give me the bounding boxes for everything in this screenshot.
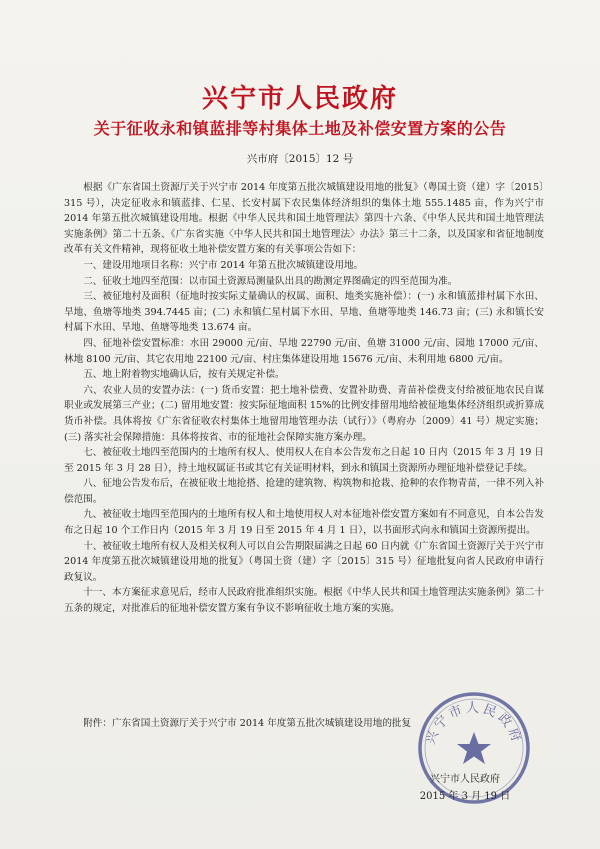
intro-paragraph: 根据《广东省国土资源厅关于兴宁市 2014 年度第五批次城镇建设用地的批复》（粤国土资（建）字〔2015〕315 号），决定征收永和镇蓝排、仁星、长安村属下农民集体经济组织的集体土地 555.1485 亩，作为兴宁市 2014 年第五批次城镇建设用地。根据《中华人民共和国土地管理法》第四十六条、《中华人民共和国土地管理法实施条例》第二十五条、《广东省实施〈中华人民共和国土地管理法〉办法》第三十二条，以及国家和省征地制度改革有关文件精神，现将征收土地补偿安置方案的有关事项公告如下： — [64, 182, 544, 256]
announcement-title: 关于征收永和镇蓝排等村集体土地及补偿安置方案的公告 — [93, 119, 507, 138]
item-1-project-name: 一、建设用地项目名称：兴宁市 2014 年第五批次城镇建设用地。 — [83, 259, 364, 271]
item-8-exclusions: 八、征地公告发布后，在被征收土地抢搭、抢建的建筑物、构筑物和抢栽、抢种的农作物青苗，一律不列入补偿范围。 — [64, 478, 544, 505]
item-11-implementation: 十一、本方案征求意见后，经市人民政府批准组织实施。根据《中华人民共和国土地管理法实施条例》第二十五条的规定，对批准后的征地补偿安置方案有争议不影响征收土地方案的实施。 — [64, 587, 544, 615]
document-number: 兴市府〔2015〕12 号 — [246, 153, 354, 165]
announcement-body — [64, 180, 544, 617]
item-9-objections: 九、被征收土地四至范围内的土地所有权人和土地使用权人对本征地补偿安置方案如有不同意见，自本公告发布之日起 10 个工作日内（2015 年 3 月 19 日至 2015 年 4 月 1 日），以书面形式向永和镇国土资源所提出。 — [64, 509, 544, 537]
item-6-resettlement: 六、农业人员的安置办法：(一) 货币安置：把土地补偿费、安置补助费、青苗补偿费支付给被征地农民自谋职业或发展第三产业；(二) 留用地安置：按实际征地面积 15%的比例安排留用地给被征地集体经济组织或折算成货币补偿。具体将按《广东省征收农村集体土地留用地管理办法（试行）》（粤府办〔2009〕41 号）规定实施；(三) 落实社会保障措施：具体将按省、市的征地社会保障实施方案办理。 — [64, 384, 544, 443]
svg-text:兴宁市人民政府: 兴宁市人民政府 — [423, 701, 525, 747]
item-3-villages-area: 三、被征地村及面积（征地时按实际丈量确认的权属、面积、地类实施补偿）：(一) 永和镇蓝排村属下水田、旱地、鱼塘等地类 394.7445 亩；(二) 永和镇仁星村属下水田、旱地、鱼塘等地类 146.73 亩；(三) 永和镇长安村属下水田、旱地、鱼塘等地类 13.674 亩。 — [64, 291, 544, 334]
item-7-registration: 七、被征收土地四至范围内的土地所有权人、使用权人在自本公告发布之日起 10 日内（2015 年 3 月 19 日至 2015 年 3 月 28 日），持土地权属证书或其它有关证明材料，到永和镇国土资源所办理征地补偿登记手续。 — [64, 447, 544, 474]
item-5-attachments: 五、地上附着物实地确认后，按有关规定补偿。 — [83, 369, 285, 381]
item-2-boundary: 二、征收土地四至范围：以市国土资源局测量队出具的勘测定界图确定的四至范围为准。 — [83, 275, 458, 287]
signature-organization: 兴宁市人民政府 — [430, 774, 500, 785]
attachment-line: 附件：广东省国土资源厅关于兴宁市 2014 年度第五批次城镇建设用地的批复 — [83, 718, 412, 729]
item-10-review: 十、被征收土地所有权人及相关权利人可以自公告期限届满之日起 60 日内就《广东省国土资源厅关于兴宁市 2014 年度第五批次城镇建设用地的批复》（粤国土资（建）字〔2015〕315 号）征地批复向省人民政府申请行政复议。 — [64, 540, 544, 583]
seal-star-icon — [457, 732, 491, 764]
issuing-authority-title: 兴宁市人民政府 — [201, 84, 398, 114]
signature-date: 2015 年 3 月 19 日 — [419, 791, 511, 802]
item-4-compensation-standard: 四、征地补偿安置标准：水田 29000 元/亩、旱地 22790 元/亩、鱼塘 31000 元/亩、园地 17000 元/亩、林地 8100 元/亩、其它农用地 22100 元/亩、村庄集体建设用地 15676 元/亩、未利用地 6800 元/亩。 — [64, 337, 544, 365]
